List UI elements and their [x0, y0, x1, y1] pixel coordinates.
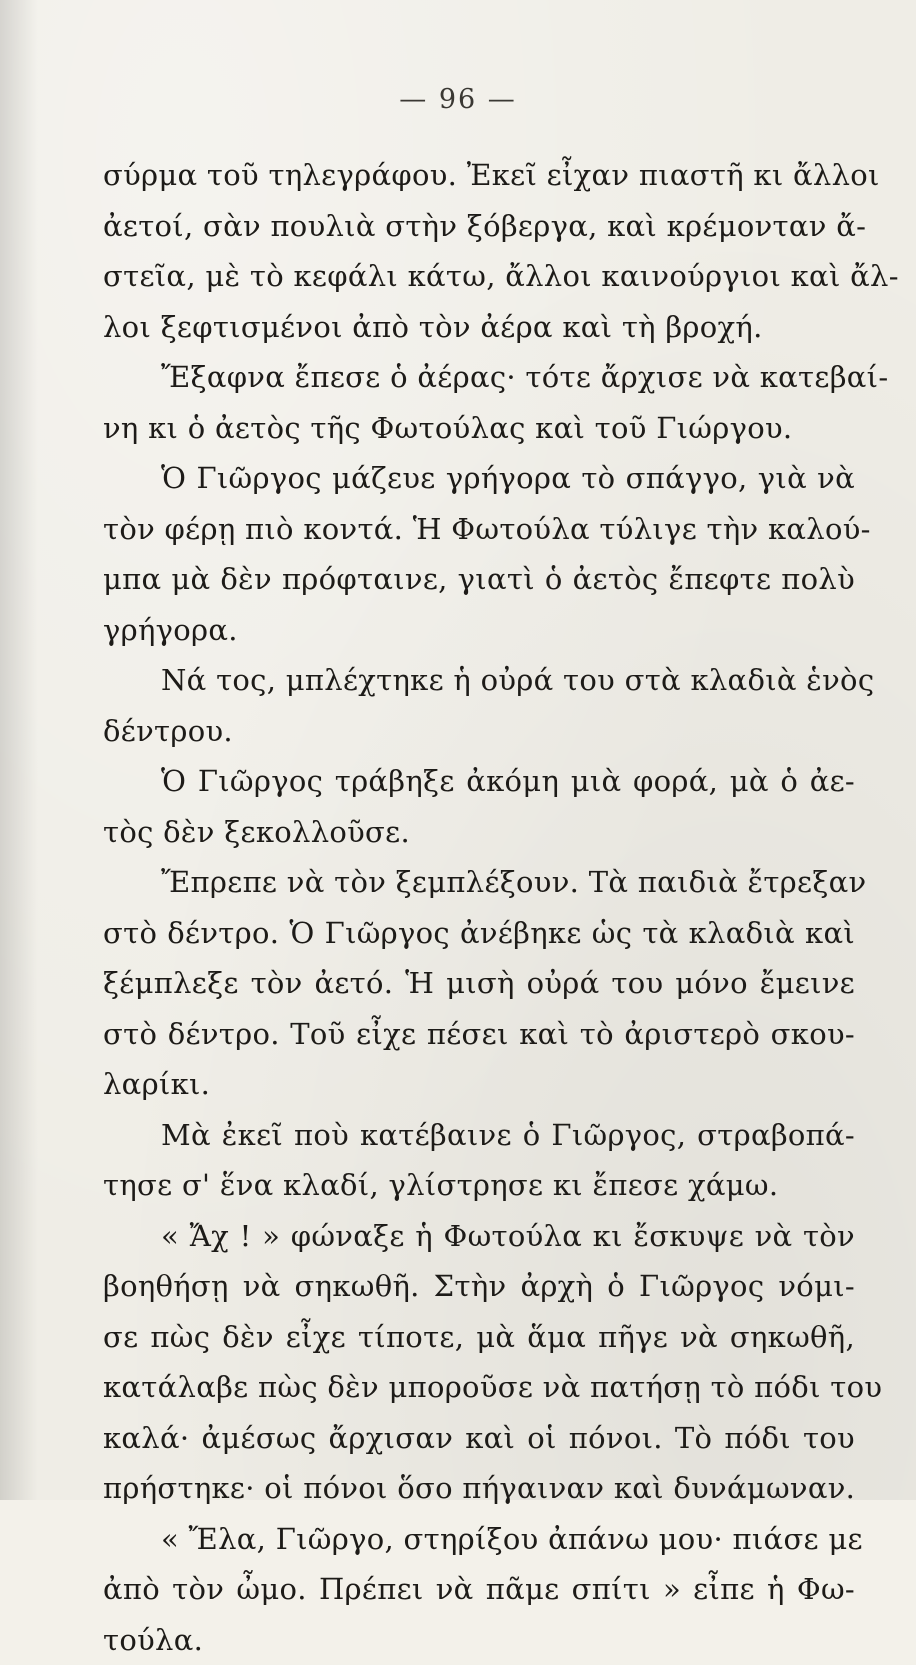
text-line: Ὁ Γιῶργος τράβηξε ἀκόμη μιὰ φορά, μὰ ὁ ἀε- [103, 756, 855, 807]
binding-shadow [0, 0, 38, 1500]
text-line: δέντρου. [103, 706, 855, 757]
text-line: Μὰ ἐκεῖ ποὺ κατέβαινε ὁ Γιῶργος, στραβοπά- [103, 1110, 855, 1161]
body-text [103, 150, 855, 1665]
text-line: τὸς δὲν ξεκολλοῦσε. [103, 807, 855, 858]
text-line: βοηθήσῃ νὰ σηκωθῆ. Στὴν ἀρχὴ ὁ Γιῶργος νόμι- [103, 1261, 855, 1312]
text-line: στὸ δέντρο. Τοῦ εἶχε πέσει καὶ τὸ ἀριστερὸ σκου- [103, 1009, 855, 1060]
page-number: — 96 — [0, 84, 916, 115]
text-line: σύρμα τοῦ τηλεγράφου. Ἐκεῖ εἶχαν πιαστῆ κι ἄλλοι [103, 150, 855, 201]
text-line: ἀετοί, σὰν πουλιὰ στὴν ξόβεργα, καὶ κρέμονταν ἄ- [103, 201, 855, 252]
text-line: σε πὼς δὲν εἶχε τίποτε, μὰ ἅμα πῆγε νὰ σηκωθῆ, [103, 1312, 855, 1363]
text-line: τούλα. [103, 1615, 855, 1665]
text-line: « Ἄχ ! » φώναξε ἡ Φωτούλα κι ἔσκυψε νὰ τὸν [103, 1211, 855, 1262]
text-line: ἀπὸ τὸν ὦμο. Πρέπει νὰ πᾶμε σπίτι » εἶπε ἡ Φω- [103, 1564, 855, 1615]
text-line: γρήγορα. [103, 605, 855, 656]
text-line: ξέμπλεξε τὸν ἀετό. Ἡ μισὴ οὐρά του μόνο ἔμεινε [103, 958, 855, 1009]
text-line: Ὁ Γιῶργος μάζευε γρήγορα τὸ σπάγγο, γιὰ νὰ [103, 453, 855, 504]
text-line: Ἔξαφνα ἔπεσε ὁ ἀέρας· τότε ἄρχισε νὰ κατεβαί- [103, 352, 855, 403]
text-line: στὸ δέντρο. Ὁ Γιῶργος ἀνέβηκε ὡς τὰ κλαδιὰ καὶ [103, 908, 855, 959]
text-line: « Ἔλα, Γιῶργο, στηρίξου ἀπάνω μου· πιάσε με [103, 1514, 855, 1565]
text-line: πρήστηκε· οἱ πόνοι ὅσο πήγαιναν καὶ δυνάμωναν. [103, 1463, 855, 1514]
text-line: στεῖα, μὲ τὸ κεφάλι κάτω, ἄλλοι καινούργιοι καὶ ἄλ- [103, 251, 855, 302]
text-line: τὸν φέρῃ πιὸ κοντά. Ἡ Φωτούλα τύλιγε τὴν καλού- [103, 504, 855, 555]
text-line: Ἔπρεπε νὰ τὸν ξεμπλέξουν. Τὰ παιδιὰ ἔτρεξαν [103, 857, 855, 908]
text-line: καλά· ἀμέσως ἄρχισαν καὶ οἱ πόνοι. Τὸ πόδι του [103, 1413, 855, 1464]
text-line: Νά τος, μπλέχτηκε ἡ οὐρά του στὰ κλαδιὰ ἑνὸς [103, 655, 855, 706]
text-line: τησε σ' ἕνα κλαδί, γλίστρησε κι ἔπεσε χάμω. [103, 1160, 855, 1211]
text-line: μπα μὰ δὲν πρόφταινε, γιατὶ ὁ ἀετὸς ἔπεφτε πολὺ [103, 554, 855, 605]
text-line: λαρίκι. [103, 1059, 855, 1110]
text-line: νη κι ὁ ἀετὸς τῆς Φωτούλας καὶ τοῦ Γιώργου. [103, 403, 855, 454]
text-line: λοι ξεφτισμένοι ἀπὸ τὸν ἀέρα καὶ τὴ βροχή. [103, 302, 855, 353]
text-line: κατάλαβε πὼς δὲν μποροῦσε νὰ πατήσῃ τὸ πόδι του [103, 1362, 855, 1413]
